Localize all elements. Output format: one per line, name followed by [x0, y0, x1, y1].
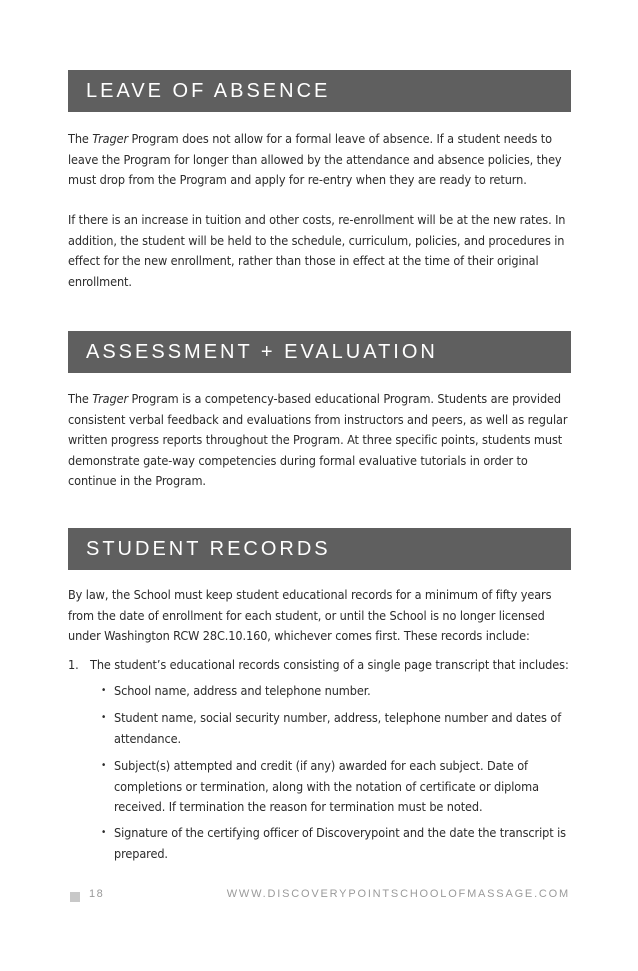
footer-square-icon — [70, 892, 80, 902]
footer-website: WWW.DISCOVERYPOINTSCHOOLOFMASSAGE.COM — [226, 888, 570, 900]
records-bullet-3: • Subject(s) attempted and credit (if any) awarded for each subject. Date of completions or termination, along with the notation of certificate or diploma received. If termination the reason for termination must be noted. — [98, 756, 568, 818]
section-title: LEAVE OF ABSENCE — [86, 80, 331, 102]
section-header-leave-of-absence — [68, 70, 571, 112]
section-title: ASSESSMENT + EVALUATION — [86, 341, 438, 363]
section-header-assessment-evaluation — [68, 331, 571, 373]
assessment-paragraph: The Trager Program is a competency-based educational Program. Students are provided consistent verbal feedback and evaluations from instructors and peers, as well as regular written progress reports throughout the Program. At three specific points, students must demonstrate gate-way competencies during formal evaluative tutorials in order to continue in the Program. — [68, 391, 568, 489]
records-list-item-1: 1. The student’s educational records consisting of a single page transcript that includes: — [68, 657, 569, 672]
records-bullet-1: • School name, address and telephone number. — [98, 681, 568, 702]
page-number: 18 — [89, 888, 105, 900]
section-header-student-records — [68, 528, 571, 570]
records-intro-paragraph: By law, the School must keep student educational records for a minimum of fifty years from the date of enrollment for each student, or until the School is no longer licensed under Washington RCW 28C.10.160, whichever comes first. These records include: — [68, 587, 552, 644]
records-bullet-4: • Signature of the certifying officer of Discoverypoint and the date the transcript is prepared. — [98, 823, 568, 864]
records-bullet-2: • Student name, social security number, address, telephone number and dates of attendance. — [98, 708, 568, 749]
leave-paragraph-1: The Trager Program does not allow for a formal leave of absence. If a student needs to leave the Program for longer than allowed by the attendance and absence policies, they must drop from the Program and apply for re-entry when they are ready to return. — [68, 131, 562, 188]
section-title: STUDENT RECORDS — [86, 538, 331, 560]
leave-paragraph-2: If there is an increase in tuition and other costs, re-enrollment will be at the new rates. In addition, the student will be held to the schedule, curriculum, policies, and procedures in effect for the new enrollment, rather than those in effect at the time of their original enrollment. — [68, 212, 566, 289]
